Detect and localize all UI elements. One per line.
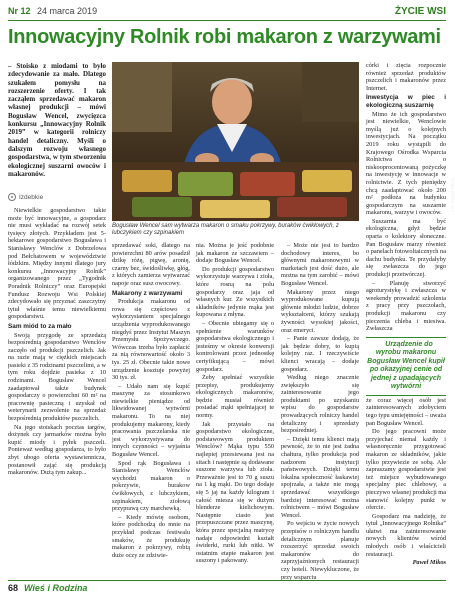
location-icon [8,193,16,201]
paragraph: – Obecnie ubiegamy się o spełnienie warunków gospodarstwa ekologicznego i jesteśmy w okresie konwersji kontrolowani przez jednostkę certyfikującą – mówi gospodarz. [196,319,274,373]
photo-credit: Fot. Paweł Mikos [450,177,455,212]
photo-caption: Bogusław Wencel sam wytwarza makaron o smaku pokrzywy, buraków ćwikłowych, z lubczykiem czy szpinakiem [112,223,339,236]
paragraph: Niewielkie gospodarstwo takie może być innowacyjne, a gospodarz nie musi wykładać na rozwój setek tysięcy złotych. Przykładem jest 5-hektarowe gospodarstwo Bogusława i Stanisławy Wenclów z Dobrzelowa pod Bełchatowem w województwie łódzkim. Między innymi dlatego jury konkursu „Innowacyjny Rolnik” organizowanego przez „Tygodnik Poradnik Rolniczy” oraz Europejski Fundusz Rozwoju Wsi Polskiej zdecydowało się przyznać zaszczytny tytuł właśnie temu niewielkiemu gospodarstwu. [8,207,106,321]
article-lead: – Stoisko z miodami to było zdecydowanie za mało. Dlatego szukałem pomysłu na rozszerzenie oferty. I tak zacząłem sprzedawać makaron własnej produkcji – mówi Bogusław Wencel, zwycięzca konkursu „Innowacyjny Rolnik 2019” w kategorii rolniczy handel detaliczny. Myśli o dalszym rozwoju własnego gospodarstwa, w tym stworzeniu ekologicznej suszarni owoców i makaronów. [8,62,106,178]
issue-date: 24 marca 2019 [37,6,98,16]
subheading: Makarony z warzywami [112,289,183,297]
page-footer [8,580,446,594]
paragraph: córki i zięcia rozpocznie również sprzedaż produktów pszczelich i makaronów przez Internet. [366,62,446,92]
paragraph: Makarony przez niego wyprodukowane kupują głównie młodzi ludzie, dobrze wykształceni, którzy szukają żywności wysokiej jakości, oraz emeryci. [281,288,359,334]
publication-name: Wieś i Rodzina [24,583,88,593]
paragraph: – Planuję stworzyć agroturystykę i zwłaszcza w weekendy prowadzić szkolenia z pracy przy pszczołach, produkcji makaronu czy pieczenia chleba i miesiwa. Zwłaszcza [366,279,446,333]
paragraph: Mimo że ich gospodarstwo jest niewielkie, Wenclowie myślą już o kolejnych inwestycjach. Na początku 2019 roku wystąpili do Krajowego Ośrodka Wsparcia Rolnictwa o niskooprocentowaną pożyczkę na inwestycję w innowacje w rolnictwie. Z tych pieniędzy chcą zaadaptować około 200 m² podłoża na budynku gospodarczym na suszarnie makaronu, warzyw i owoców. [366,110,446,217]
author-byline: Paweł Mikos [412,559,446,567]
paragraph: Gospodarz ma nadzieję, że tytuł „Innowacyjnego Rolnika” ułatwi ma zainteresowanie nowych klientów wśród młodych osób i właścicieli restauracji. [366,512,446,558]
paragraph: nia. Można je jeść podobnie jak makaron ze szczawiem – dodaje Bogusław Wencel. [196,242,274,265]
paragraph: Żeby spełniać wszystkie przepisy, produkujemy ekologicznych makaronów, będzie musiał również posiadać mąki spełniającej te normy. [196,374,274,420]
header-divider [8,20,446,21]
paragraph: – Panie zawsze dodają, że jak będzie dobry, to kupią kolejny raz. I rzeczywiście klienci wracają – dodaje gospodarz. [281,335,359,373]
paragraph: Do produkcji gospodarstwo wykorzystuje warzywa i zioła, które rosną na polu gospodarzy oraz jaja od własnych kur. Ze wszystkich składników jedynie mąka jest kupowana z młyna. [196,265,274,319]
paragraph: Do jego pracowni może przyjechać niemal każdy i własnoręcznie przygotować makaron ze składników, jakie tylko przywiezie ze sobą. Ale zapraszamy gospodarstwie jest też miejsce wybudowanego specjalny piec chlebowy, a pieczywo własnej produkcji ma stanowić kolejny punkt w ofercie. [366,428,446,512]
column-1 [8,207,106,550]
paragraph: – Udało nam się kupić maszynę za stosunkowo niewielkie pieniądze od likwidowanej wytwórni makaronu. To na niej produkujemy makarony, kiedy pracowania pszczelarska nie jest wykorzystywana do innych czynności – wyjaśnia Bogusław Wencel. [112,382,190,459]
paragraph: Według niego znacznie zwiększyło się zainteresowanie jego produktami po uzyskaniu wpisu do gospodarstw prowadzących rolniczy handel detaliczny i sprzedaży bezpośredniej. [281,374,359,435]
location-label: Izdebkie [19,193,44,201]
paragraph: Jak przystało na gospodarstwo ekologiczne, podstawowym produktem Wenclów? Mąka typu 550 najlepiej przesiewana jest na sitach i następnie są dodawane suszone warzywa lub zioła. Przeważnie jest to 70 g suszu na 1 kg mąki. Do tego dodaje się 5 jaj na każdy kilogram i całość miesza się w dużym blenderze kielichowym. Następnie ciasto jest przepuszczane przez maszynę, która przez specjalną matrycę nadaje odpowiedni kształt świderki, rurki lub nitki. W ostatnim etapie makaron jest suszony i pakowany. [196,420,274,565]
column-3 [196,242,274,572]
paragraph: – Kiedy mówię osobom, które podchodzą do mnie na przykład podczas festiwalu smaków, że produkuję makaron z pokrzywy, robią duże oczy ze zdziwie- [112,513,190,559]
column-2 [112,242,190,572]
paragraph: że coraz więcej osób jest zainteresowanych zdobyciem tego typu umiejętności – uważa pan Bogusław Wencel. [366,396,446,427]
photo-illustration [112,62,359,221]
column-4 [281,242,359,581]
issue-info [8,6,97,16]
section-label: ŻYCIE WSI [394,6,446,17]
subheading: Inwestycja w piec i ekologiczną suszarnię [366,94,446,109]
location-tag [8,193,43,201]
paragraph: Suszarnia ma być ekologiczna, gdyż będzie oparta o kolektory słoneczne. Pan Bogusław marzy również o panelach fotowoltaicznych na dachu budynku. Te przydałyby się zwłaszcza do jego produkcji przetwórczej. [366,217,446,279]
paragraph: Spod rąk Bogusława i Stanisławy Wenclów wychodzi makaron o pokrzywie, burakow ćwikłowych, z lubczykiem, szpinakiem, ziołową przyprawą czy marchewką. [112,459,190,513]
column-5 [366,62,446,572]
paragraph: Po wejściu w życie nowych przepisów o rolniczym handlu detalicznym planuje rozszerzyć sprzedaż swoich makaronów do zaprzyjaźnionych restauracji czy hoteli. Niewykluczone, że przy wsparciu [281,520,359,581]
article-title: Innowacyjny Rolnik robi makaron z warzywami [8,26,441,48]
page-number: 68 [8,583,19,593]
issue-number: Nr 12 [8,6,31,16]
paragraph: Swoją przygodę ze sprzedażą bezpośrednią gospodarstwo Wenclów zaczęło od produkcji pszczelich. Jak na razie mają w ciężkich miejscach pasieki z 35 rodzinami pszczelimi, a w tym roku dojdzie pasieka z 10 rodzinami. Bogusław Wencel zaadaptował także budynek gospodarczy o powierzchni 60 m² na pracownię pasieczną i uzyskał od weterynarii zezwolenie na sprzedaż bezpośrednią produktów pszczelich. [8,331,106,423]
pull-quote: Urządzenie do wyrobu makaronu Bogusław Wencel kupił po okazyjnej cenie od jednej z upadających wytwórni [366,337,446,396]
page-header [8,6,446,20]
paragraph: Na jego stoiskach pocztas targów, dożynek czy jarmarków można było kupić miody i pyłek pszczeli. Ponieważ według gospodarza, to było zbyt ubogo oferta wystawiennicza, postanowił zająć się produkcją makaronów. Dużą tym zakup... [8,423,106,477]
subheading: Sam miód to za mało [8,322,72,330]
paragraph: Produkcja makaronu od rowa się częściowo z wykorzystaniem specjalnego urządzenia wyprodukowanego niegdyś przez Instytut Maszyn Przemysłu Spożywczego. Wówczas trzeba było zapłacić za nią równowartość około 3 tys. 25 zł. Obecnie takie nowe urządzenie kosztuje powyżej 30 tys. zł. [112,298,190,382]
paragraph: sprzedawać soki, dlatego na powierzchni 80 arów posadził dzikę różę, pigwę, aronię, czarny bez, świdośliwkę, głóg, z których zamierza wytwarzać napoje oraz susz owocowy. [112,242,190,287]
paragraph: – Może nie jest to bardzo dochodowy interes, bo głównymi makaronowymi w marketach jest dość dużo, ale można na tym zarobić – mówi Bogusław Wencel. [281,242,359,287]
paragraph: – Dzięki temu klienci mają pewność, że to nie jest żadna chałtura, tylko produkcja pod nadzorem instytucji państwowych. Dzięki temu lokalna społeczność łaskawiej spojrzała, a także nie mogą sprzedawać wszystkiego bardziej interesować można rolnictwem – mówi Bogusław Wencel. [281,435,359,519]
